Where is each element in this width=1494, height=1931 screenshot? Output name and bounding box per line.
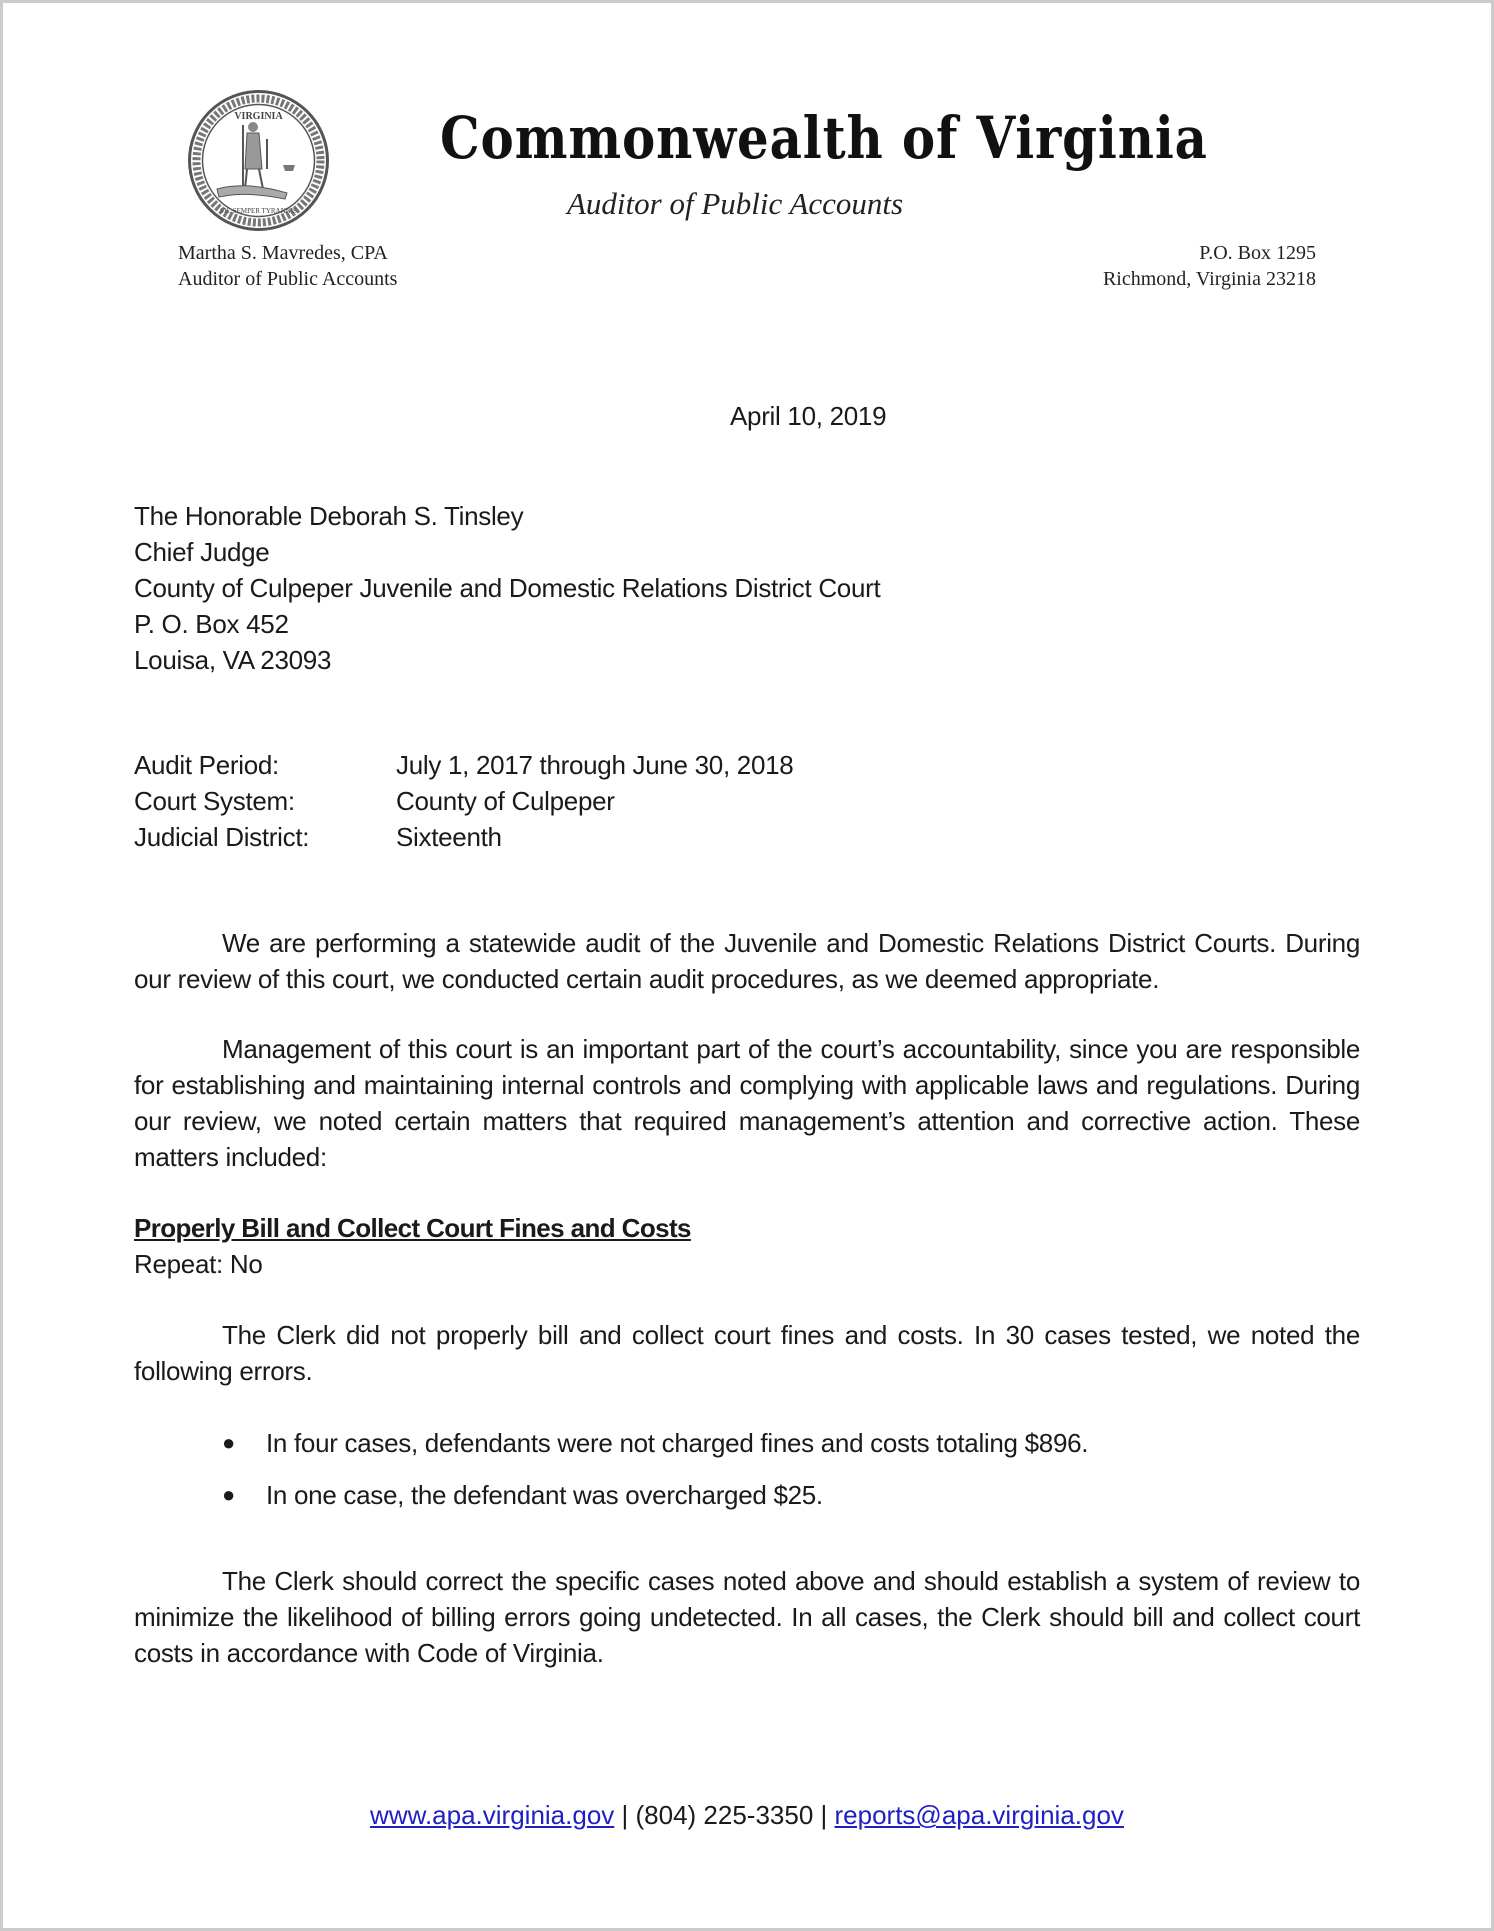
sender-address-line2: Richmond, Virginia 23218 [1102, 268, 1316, 290]
finding-description-text: The Clerk did not properly bill and collect court fines and costs. In 30 cases tested, we noted the following errors. [134, 1320, 1360, 1386]
letterhead-subtitle: Auditor of Public Accounts [567, 186, 904, 221]
recommendation-text: The Clerk should correct the specific cases noted above and should establish a system of review to minimize the likelihood of billing errors going undetected. In all cases, the Clerk should bill and collect court costs in accordance with Code of Virginia. [134, 1566, 1360, 1668]
audit-info-row [134, 783, 793, 819]
recipient-line: Louisa, VA 23093 [134, 645, 332, 675]
sender-title: Auditor of Public Accounts [178, 268, 398, 290]
footer [0, 1797, 1494, 1833]
footer-phone: (804) 225-3350 [635, 1800, 814, 1830]
footer-separator: | [813, 1800, 835, 1830]
recipient-line: P. O. Box 452 [134, 609, 289, 639]
finding-repeat: Repeat: No [134, 1249, 263, 1279]
svg-text:VIRGINIA: VIRGINIA [234, 111, 283, 122]
intro-paragraph [134, 925, 1360, 997]
finding-recommendation [134, 1563, 1360, 1671]
finding-bullets [222, 1425, 1088, 1529]
footer-separator: | [614, 1800, 636, 1830]
audit-label: Judicial District: [134, 822, 310, 852]
recipient-line: The Honorable Deborah S. Tinsley [134, 501, 524, 531]
sender-name: Martha S. Mavredes, CPA [178, 242, 388, 264]
bullet-icon: ● [222, 1482, 235, 1507]
list-item [222, 1425, 1088, 1477]
recipient-line: County of Culpeper Juvenile and Domestic Relations District Court [134, 573, 881, 603]
audit-label: Audit Period: [134, 750, 279, 780]
sender-address [1103, 240, 1316, 292]
audit-value: Sixteenth [396, 822, 502, 852]
audit-label: Court System: [134, 786, 295, 816]
management-paragraph [134, 1031, 1360, 1175]
sender-block [178, 240, 397, 292]
bullet-text: In four cases, defendants were not charged fines and costs totaling $896. [266, 1428, 1089, 1458]
email-link[interactable]: reports@apa.virginia.gov [834, 1800, 1124, 1830]
audit-info-row [134, 819, 793, 855]
audit-info [134, 747, 793, 855]
intro-text: We are performing a statewide audit of the Juvenile and Domestic Relations District Courts. During our review of this court, we conducted certain audit procedures, as we deemed appropriate. [134, 928, 1360, 994]
finding-description [134, 1317, 1360, 1389]
audit-value: County of Culpeper [396, 786, 615, 816]
sender-address-line1: P.O. Box 1295 [1199, 242, 1316, 264]
management-text: Management of this court is an important part of the court’s accountability, since you are responsible for establishing and maintaining internal controls and complying with applicable laws and regulations. During our review, we noted certain matters that required management’s attention and corrective action. These matters included: [134, 1034, 1360, 1172]
finding-heading: Properly Bill and Collect Court Fines and Costs [134, 1213, 691, 1243]
list-item [222, 1477, 1088, 1529]
recipient-address [134, 498, 880, 678]
svg-text:SIC SEMPER TYRANNIS: SIC SEMPER TYRANNIS [220, 207, 297, 215]
website-link[interactable]: www.apa.virginia.gov [370, 1800, 615, 1830]
audit-value: July 1, 2017 through June 30, 2018 [396, 750, 794, 780]
audit-info-row [134, 747, 793, 783]
bullet-icon: ● [222, 1430, 235, 1455]
recipient-line: Chief Judge [134, 537, 270, 567]
bullet-text: In one case, the defendant was overcharged $25. [266, 1480, 823, 1510]
letter-date: April 10, 2019 [730, 401, 887, 431]
virginia-seal-icon [187, 89, 330, 232]
letterhead-title: Commonwealth of Virginia [440, 104, 1208, 172]
